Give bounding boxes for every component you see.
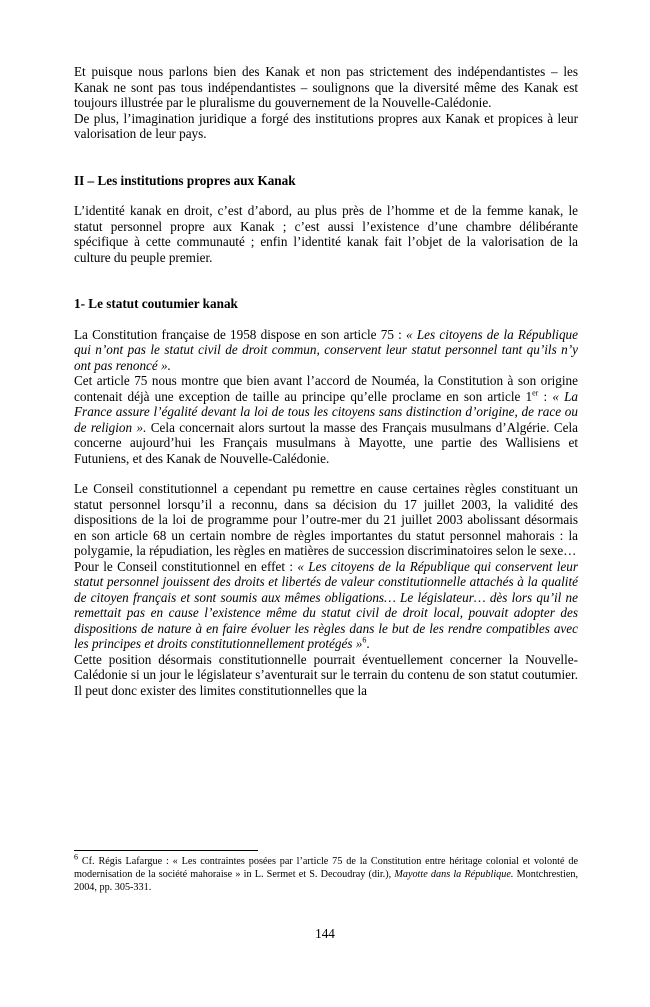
conseil-quote-paragraph <box>74 559 578 652</box>
intro-paragraph-2: De plus, l’imagination juridique a forgé des institutions propres aux Kanak et propices à leur valorisation de leur pays. <box>74 110 578 141</box>
subsection-heading: 1- Le statut coutumier kanak <box>74 296 238 311</box>
article-1-paragraph <box>74 373 578 466</box>
article-1-text-b: : <box>538 388 553 404</box>
page-body <box>74 64 578 698</box>
footnote-text-a: Cf. Régis Lafargue : « Les contraintes posées par l’article 75 de la Constitution entre héritage colonial et volonté de modernisation de la société mahoraise » in L. Sermet et S. Decoudray (dir.), <box>74 856 578 881</box>
article-1-text-c: Cela concernait alors surtout la masse des Français musulmans d’Algérie. Cela concerne aujourd’hui les Français musulmans à Mayotte, une partie des Wallisiens et Futuniens, et des Kanak de Nouvelle-Calédonie. <box>74 419 578 466</box>
position-paragraph: Cette position désormais constitutionnelle pourrait éventuellement concerner la Nouvelle-Calédonie si un jour le législateur s’aventurait sur le terrain du contenu de son statut coutumier. Il peut donc exister des limites constitutionnelles que la <box>74 651 578 698</box>
section-paragraph: L’identité kanak en droit, c’est d’abord, au plus près de l’homme et de la femme kanak, le statut personnel propre aux Kanak ; c’est aussi l’existence d’une chambre délibérante spécifique à cette communauté ; enfin l’identité kanak fait l’objet de la valorisation de la culture du peuple premier. <box>74 203 578 265</box>
footnote-title: Mayotte dans la République. <box>394 869 514 881</box>
article-75-quote: « Les citoyens de la République qui n’ont pas le statut civil de droit commun, conservent leur statut personnel tant qu’ils n’y ont pas renoncé ». <box>74 326 578 373</box>
article-75-intro: La Constitution française de 1958 dispose en son article 75 : <box>74 326 407 342</box>
footnote-text-b: Montchrestien, 2004, pp. 305-331. <box>74 869 579 894</box>
article-1-text-a: Cet article 75 nous montre que bien avant l’accord de Nouméa, la Constitution à son origine contenait déjà une exception de taille au principe qu’elle proclame en son article 1 <box>74 373 578 404</box>
intro-paragraph-1: Et puisque nous parlons bien des Kanak et non pas strictement des indépendantistes – les Kanak ne sont pas tous indépendantistes – soulignons que la diversité même des Kanak est toujours illustrée par le pluralisme du gouvernement de la Nouvelle-Calédonie. <box>74 64 578 110</box>
conseil-quote-end: . <box>366 636 370 651</box>
conseil-quote: « Les citoyens de la République qui conservent leur statut personnel jouissent des droits et libertés de valeur constitutionnelle attachés à la qualité de citoyen français et sont soumis aux mêmes obligations… Le législateur… dès lors qu’il ne remettait pas en cause l’existence même du statut civil de droit local, pouvait adopter des dispositions de nature à en faire évoluer les règles dans le but de les rendre compatibles avec les principes et droits constitutionnellement protégés » <box>74 558 578 651</box>
conseil-paragraph: Le Conseil constitutionnel a cependant pu remettre en cause certaines règles constituant un statut personnel lorsqu’il a reconnu, dans sa décision du 17 juillet 2003, la validité des dispositions de la loi de programme pour l’outre-mer du 21 juillet 2003 abolissant désormais en son article 68 un certain nombre de règles importantes du statut personnel mahorais : la polygamie, la répudiation, les règles en matières de succession discriminatoires selon le sexe… <box>74 481 578 558</box>
article-1-superscript: er <box>532 388 539 398</box>
footnote-divider <box>74 850 258 851</box>
page-number: 144 <box>315 926 335 941</box>
article-1-quote: « La France assure l’égalité devant la loi de tous les citoyens sans distinction d’origine, de race ou de religion ». <box>74 388 578 435</box>
footnote-reference[interactable]: 6 <box>362 635 367 645</box>
article-75-paragraph <box>74 327 578 374</box>
footnote-number: 6 <box>74 852 78 862</box>
section-heading: II – Les institutions propres aux Kanak <box>74 172 296 188</box>
conseil-quote-intro: Pour le Conseil constitutionnel en effet : <box>74 558 298 574</box>
footnote <box>74 852 579 895</box>
